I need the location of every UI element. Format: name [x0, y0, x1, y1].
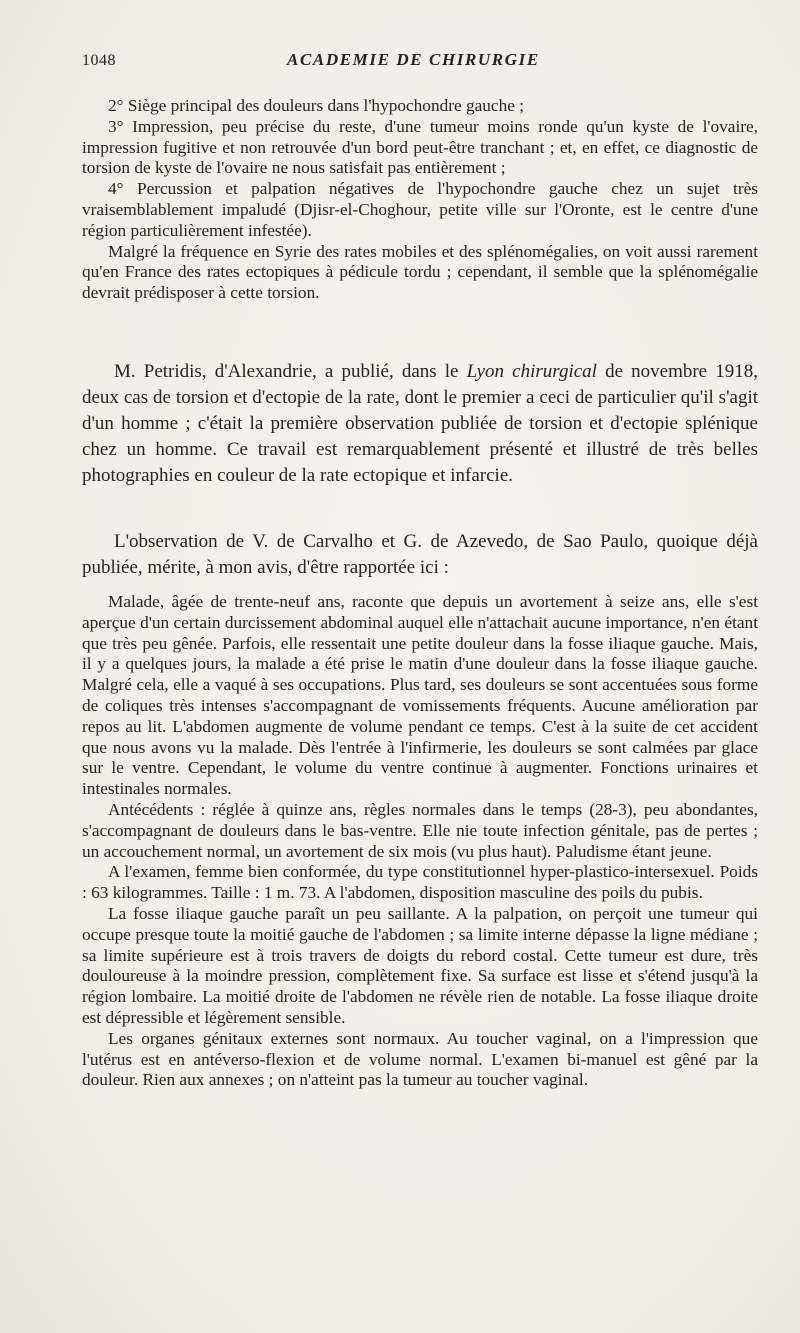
case-observation-section [82, 592, 758, 1091]
paragraph-fosse-iliaque: La fosse iliaque gauche paraît un peu saillante. A la palpation, on perçoit une tumeur qui occupe presque toute la moitié gauche de l'abdomen ; sa limite interne dépasse la ligne médiane ; sa limite supérieure est à trois travers de doigts du rebord costal. Cette tumeur est dure, très douloureuse à la moindre pression, complètement fixe. Sa surface est lisse et s'étend jusqu'à la région lombaire. La moitié droite de l'abdomen ne révèle rien de notable. La fosse iliaque droite est dépressible et légèrement sensible. [82, 903, 758, 1027]
carvalho-paragraph [82, 529, 758, 581]
carvalho-text: L'observation de V. de Carvalho et G. de Azevedo, de Sao Paulo, quoique déjà publiée, mérite, à mon avis, d'être rapportée ici : [82, 531, 758, 578]
paragraph-impression: 3° Impression, peu précise du reste, d'une tumeur moins ronde qu'un kyste de l'ovaire, impression fugitive et non retrouvée d'un bord peut-être tranchant ; et, en effet, ce diagnostic de torsion de kyste de l'ovaire ne nous satisfait pas entièrement ; [82, 116, 758, 178]
journal-title: Lyon chirurgical [466, 361, 597, 382]
petridis-text-end: de novembre 1918, deux cas de torsion et d'ectopie de la rate, dont le premier a ceci de particulier qu'il s'agit d'un homme ; c'était la première observation publiée de torsion et d'ectopie splénique chez un homme. Ce travail est remarquablement présenté et illustré de très belles photographies en couleur de la rate ectopique et infarcie. [82, 361, 758, 486]
paragraph-organes-genitaux: Les organes génitaux externes sont normaux. Au toucher vaginal, on a l'impression que l'utérus est en antéverso-flexion et de volume normal. L'examen bi-manuel est gêné par la douleur. Rien aux annexes ; on n'atteint pas la tumeur au toucher vaginal. [82, 1028, 758, 1090]
paragraph-siege-principal: 2° Siège principal des douleurs dans l'hypochondre gauche ; [108, 96, 525, 115]
paragraph-percussion: 4° Percussion et palpation négatives de l'hypochondre gauche chez un sujet très vraisemblablement impaludé (Djisr-el-Choghour, petite ville sur l'Oronte, est le centre d'une région particulièrement infestée). [82, 179, 758, 240]
page-header [82, 50, 800, 74]
symptom-list-section [82, 96, 758, 304]
petridis-paragraph [82, 359, 758, 489]
page-number: 1048 [82, 52, 116, 69]
paragraph-malade-history: Malade, âgée de trente-neuf ans, raconte que depuis un avortement à seize ans, elle s'est aperçue d'un certain durcissement abdominal auquel elle n'attachait aucune importance, n'en étant que très peu gênée. Parfois, elle ressentait une petite douleur dans la fosse iliaque gauche. Mais, il y a quelques jours, la malade a été prise le matin d'une douleur dans la fosse iliaque gauche. Malgré cela, elle a vaqué à ses occupations. Plus tard, ses douleurs se sont accentuées sous forme de coliques très intenses s'accompagnant de vomissements fréquents. Aucune amélioration par repos au lit. L'abdomen augmente de volume pendant ce temps. C'est à la suite de cet accident que nous avons vu la malade. Dès l'entrée à l'infirmerie, les douleurs se sont calmées par glace sur le ventre. Cependant, le volume du ventre continue à augmenter. Fonctions urinaires et intestinales normales. [82, 592, 758, 799]
petridis-text [82, 359, 758, 489]
running-title: ACADEMIE DE CHIRURGIE [287, 50, 540, 69]
petridis-text-start: M. Petridis, d'Alexandrie, a publié, dans le [114, 361, 467, 382]
paragraph-frequence-syrie: Malgré la fréquence en Syrie des rates mobiles et des splénomégalies, on voit aussi rarement qu'en France des rates ectopiques à pédicule tordu ; cependant, il semble que la splénomégalie devrait prédisposer à cette torsion. [82, 241, 758, 303]
paragraph-antecedents: Antécédents : réglée à quinze ans, règles normales dans le temps (28-3), peu abondantes, s'accompagnant de douleurs dans le bas-ventre. Elle nie toute infection génitale, pas de pertes ; un accouchement normal, un avortement de six mois (vu plus haut). Paludisme étant jeune. [82, 799, 758, 861]
paragraph-examen: A l'examen, femme bien conformée, du type constitutionnel hyper-plastico-intersexuel. Poids : 63 kilogrammes. Taille : 1 m. 73. A l'abdomen, disposition masculine des poils du pubis. [82, 862, 758, 903]
